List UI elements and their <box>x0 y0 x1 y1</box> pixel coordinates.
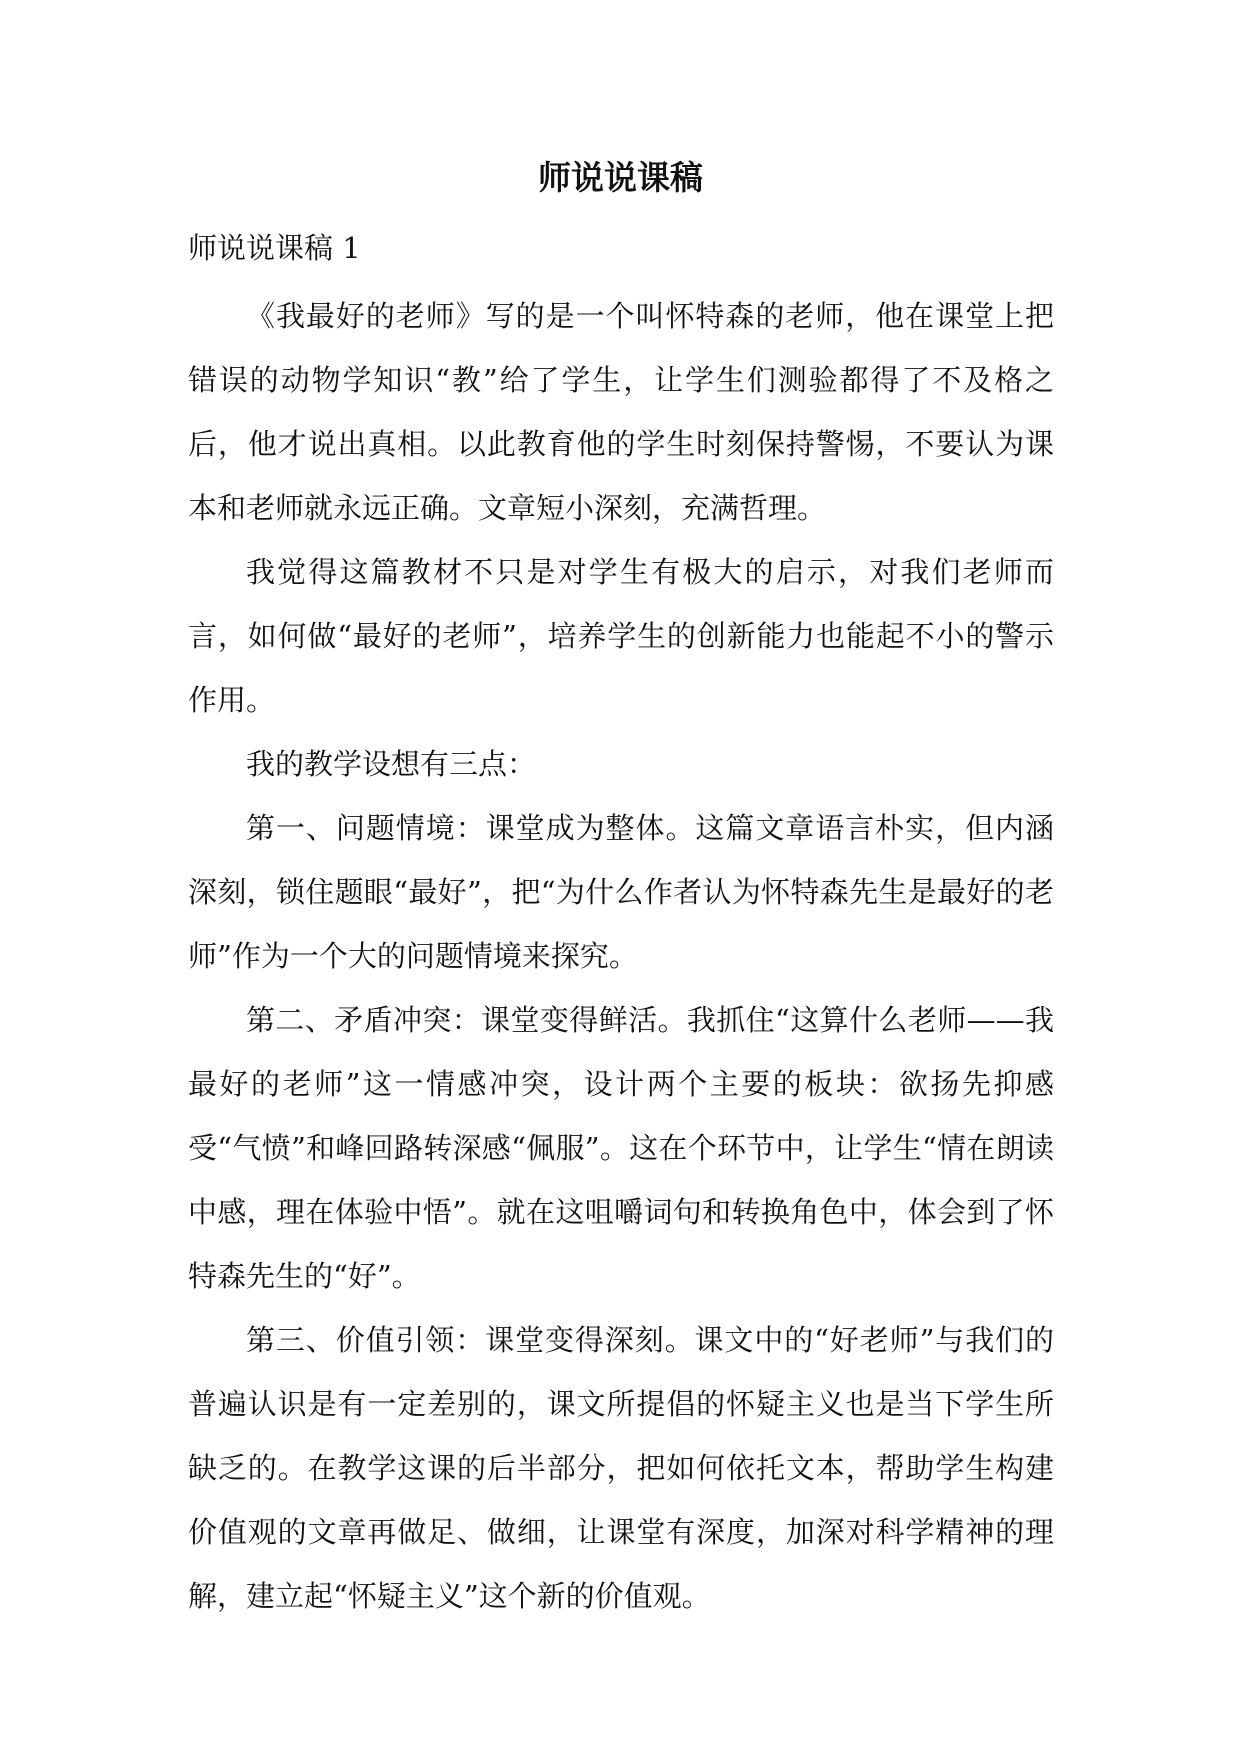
paragraph-teaching-ideas: 我的教学设想有三点： <box>246 747 537 781</box>
paragraph-reflection: 我觉得这篇教材不只是对学生有极大的启示，对我们老师而言，如何做“最好的老师”，培养学生的创新能力也能起不小的警示作用。 <box>188 555 1054 717</box>
paragraph-point-one: 第一、问题情境：课堂成为整体。这篇文章语言朴实，但内涵深刻，锁住题眼“最好”，把“为什么作者认为怀特森先生是最好的老师”作为一个大的问题情境来探究。 <box>188 811 1054 973</box>
section-heading: 师说说课稿 1 <box>188 231 361 265</box>
paragraph-point-three: 第三、价值引领：课堂变得深刻。课文中的“好老师”与我们的普遍认识是有一定差别的，课文所提倡的怀疑主义也是当下学生所缺乏的。在教学这课的后半部分，把如何依托文本，帮助学生构建价值观的文章再做足、做细，让课堂有深度，加深对科学精神的理解，建立起“怀疑主义”这个新的价值观。 <box>188 1323 1054 1613</box>
paragraph-intro: 《我最好的老师》写的是一个叫怀特森的老师，他在课堂上把错误的动物学知识“教”给了学生，让学生们测验都得了不及格之后，他才说出真相。以此教育他的学生时刻保持警惕，不要认为课本和老师就永远正确。文章短小深刻，充满哲理。 <box>188 299 1054 525</box>
document-title: 师说说课稿 <box>538 158 703 197</box>
paragraph-point-two: 第二、矛盾冲突：课堂变得鲜活。我抓住“这算什么老师——我最好的老师”这一情感冲突，设计两个主要的板块：欲扬先抑感受“气愤”和峰回路转深感“佩服”。这在个环节中，让学生“情在朗读中感，理在体验中悟”。就在这咀嚼词句和转换角色中，体会到了怀特森先生的“好”。 <box>188 1003 1054 1293</box>
document-body <box>188 284 1054 1628</box>
